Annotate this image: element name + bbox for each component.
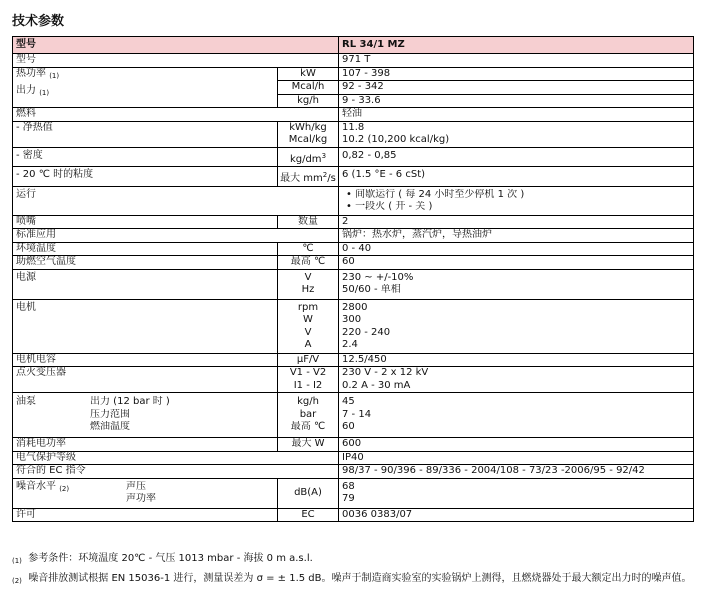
comb-air-unit: 最高 ℃ <box>278 256 339 270</box>
power-label-cell <box>13 67 278 108</box>
pump-unit: 最高 ℃ <box>290 421 326 432</box>
footnotes <box>12 552 698 588</box>
table-row <box>13 108 694 122</box>
motor-values <box>339 299 694 353</box>
supply-label: 电源 <box>13 269 278 299</box>
supply-unit: Hz <box>301 284 315 295</box>
consumption-label: 消耗电功率 <box>13 438 278 452</box>
fuel-value: 轻油 <box>339 108 694 122</box>
comb-air-value: 60 <box>339 256 694 270</box>
viscosity-value: 6 (1.5 °E - 6 cSt) <box>339 167 694 187</box>
model-value: 971 T <box>339 54 694 68</box>
approval-label: 许可 <box>13 508 278 522</box>
power-values <box>339 67 694 108</box>
power-value: 107 - 398 <box>339 68 693 82</box>
pump-value: 45 <box>342 396 355 407</box>
density-value: 0,82 - 0,85 <box>339 147 694 167</box>
noise-value: 68 <box>342 480 355 492</box>
power-unit: Mcal/h <box>278 81 338 95</box>
table-row <box>13 451 694 465</box>
motor-unit: W <box>303 314 313 325</box>
calorific-value: 10.2 (10,200 kcal/kg) <box>342 134 450 145</box>
noise-label-cell <box>13 478 278 508</box>
noise-values <box>339 478 694 508</box>
density-unit-base: kg/dm <box>289 153 322 165</box>
table-row <box>13 54 694 68</box>
footnote-1 <box>12 552 698 568</box>
calorific-units <box>278 121 339 147</box>
pump-unit: bar <box>299 408 317 420</box>
density-label: - 密度 <box>13 147 278 167</box>
operation-values <box>339 186 694 215</box>
header-value: RL 34/1 MZ <box>339 37 694 54</box>
motor-value: 220 - 240 <box>342 326 391 338</box>
consumption-unit: 最大 W <box>278 438 339 452</box>
power-units <box>278 67 339 108</box>
pump-values <box>339 393 694 438</box>
pump-value: 60 <box>342 421 355 432</box>
table-row <box>13 67 694 108</box>
table-row <box>13 269 694 299</box>
table-row <box>13 478 694 508</box>
header-label: 型号 <box>13 37 339 54</box>
motor-value: 2800 <box>342 301 368 313</box>
table-row <box>13 367 694 393</box>
ignition-value: 0.2 A - 30 mA <box>342 379 411 391</box>
supply-values <box>339 269 694 299</box>
table-row <box>13 508 694 522</box>
nozzle-label: 喷嘴 <box>13 215 278 229</box>
motor-unit: rpm <box>297 301 319 313</box>
viscosity-unit <box>278 167 339 187</box>
power-value: 9 - 33.6 <box>342 94 381 106</box>
noise-sub-label: 声功率 <box>126 493 156 504</box>
calorific-values <box>339 121 694 147</box>
ignition-unit: V1 - V2 <box>289 367 327 378</box>
pump-label-cell <box>13 393 278 438</box>
footnote-2 <box>12 572 698 588</box>
pump-value: 7 - 14 <box>342 408 372 420</box>
model-label: 型号 <box>13 54 339 68</box>
calorific-unit: kWh/kg <box>289 121 327 133</box>
power-unit: kW <box>278 68 338 82</box>
pump-units <box>278 393 339 438</box>
power-label: 热功率 <box>16 67 46 79</box>
table-row <box>13 167 694 187</box>
ignition-unit: I1 - I2 <box>293 379 323 391</box>
ambient-value: 0 - 40 <box>339 242 694 256</box>
capacitor-value: 12.5/450 <box>339 353 694 367</box>
operation-value: • 间歇运行 ( 每 24 小时至少停机 1 次 ) <box>346 188 525 200</box>
consumption-value: 600 <box>339 438 694 452</box>
noise-unit: dB(A) <box>278 478 339 508</box>
viscosity-unit-base: 最大 mm <box>280 173 323 184</box>
directives-value: 98/37 - 90/396 - 89/336 - 2004/108 - 73/23 -2006/95 - 92/42 <box>339 465 694 479</box>
capacitor-unit: μF/V <box>278 353 339 367</box>
calorific-value: 11.8 <box>342 121 365 133</box>
supply-value: 50/60 - 单相 <box>342 284 401 295</box>
output-label: 出力 <box>16 85 36 96</box>
output-note: (1) <box>39 89 50 97</box>
noise-sub-label: 声压 <box>126 480 146 492</box>
approval-unit: EC <box>278 508 339 522</box>
table-row <box>13 215 694 229</box>
viscosity-unit-tail: /s <box>327 173 336 184</box>
supply-value: 230 ~ +/-10% <box>342 271 414 283</box>
footnote-1-text: 参考条件：环境温度 20℃ - 气压 1013 mbar - 海拔 0 m a.s.l. <box>28 553 313 564</box>
table-row <box>13 299 694 353</box>
operation-label: 运行 <box>13 186 339 215</box>
footnote-2-mark: (2) <box>12 577 22 585</box>
motor-unit: A <box>304 339 312 350</box>
table-header-row <box>13 37 694 54</box>
footnote-1-mark: (1) <box>12 557 22 565</box>
approval-value: 0036 0383/07 <box>339 508 694 522</box>
density-unit <box>278 147 339 167</box>
page-title: 技术参数 <box>12 14 65 29</box>
spec-table <box>12 36 694 522</box>
application-value: 锅炉：热水炉，蒸汽炉，导热油炉 <box>339 229 694 243</box>
density-unit-exp: 3 <box>321 151 327 160</box>
ignition-values <box>339 367 694 393</box>
table-row <box>13 393 694 438</box>
motor-label: 电机 <box>13 299 278 353</box>
pump-unit: kg/h <box>297 396 319 407</box>
ignition-units <box>278 367 339 393</box>
table-row <box>13 121 694 147</box>
pump-sub-label: 出力 (12 bar 时 ) <box>90 396 170 407</box>
table-row <box>13 256 694 270</box>
power-unit: kg/h <box>297 94 319 106</box>
nozzle-value: 2 <box>339 215 694 229</box>
ignition-value: 230 V - 2 x 12 kV <box>342 367 429 378</box>
comb-air-label: 助燃空气温度 <box>13 256 278 270</box>
noise-label: 噪音水平 <box>16 480 56 492</box>
pump-label: 油泵 <box>16 396 36 407</box>
power-value: 92 - 342 <box>339 81 693 95</box>
fuel-label: 燃料 <box>13 108 339 122</box>
motor-value: 2.4 <box>342 339 358 350</box>
ambient-unit: ℃ <box>278 242 339 256</box>
protection-value: IP40 <box>339 451 694 465</box>
table-row <box>13 465 694 479</box>
calorific-label: - 净热值 <box>13 121 278 147</box>
calorific-unit: Mcal/kg <box>288 134 328 145</box>
pump-sub-label: 燃油温度 <box>90 421 130 432</box>
protection-label: 电气保护等级 <box>13 451 339 465</box>
footnote-2-text: 噪音排放测试根据 EN 15036-1 进行，测量误差为 σ = ± 1.5 dB。噪声于制造商实验室的实验锅炉上测得，且燃烧器处于最大额定出力时的噪声值。 <box>28 573 692 584</box>
table-row <box>13 147 694 167</box>
table-row <box>13 353 694 367</box>
viscosity-label: - 20 ℃ 时的粘度 <box>13 167 278 187</box>
noise-note: (2) <box>59 484 70 493</box>
viscosity-unit-exp: 2 <box>322 171 328 179</box>
supply-unit: V <box>304 271 312 283</box>
table-row <box>13 242 694 256</box>
noise-value: 79 <box>342 493 355 504</box>
power-note: (1) <box>49 71 60 80</box>
table-row <box>13 186 694 215</box>
ignition-label: 点火变压器 <box>13 367 278 393</box>
directives-label: 符合的 EC 指令 <box>13 465 339 479</box>
motor-units <box>278 299 339 353</box>
capacitor-label: 电机电容 <box>13 353 278 367</box>
operation-value: • 一段火 ( 开 - 关 ) <box>346 201 433 212</box>
supply-units <box>278 269 339 299</box>
table-row <box>13 438 694 452</box>
ambient-label: 环境温度 <box>13 242 278 256</box>
motor-value: 300 <box>342 314 362 325</box>
nozzle-unit: 数量 <box>278 215 339 229</box>
application-label: 标准应用 <box>13 229 339 243</box>
pump-sub-label: 压力范围 <box>90 408 130 420</box>
motor-unit: V <box>304 326 312 338</box>
table-row <box>13 229 694 243</box>
